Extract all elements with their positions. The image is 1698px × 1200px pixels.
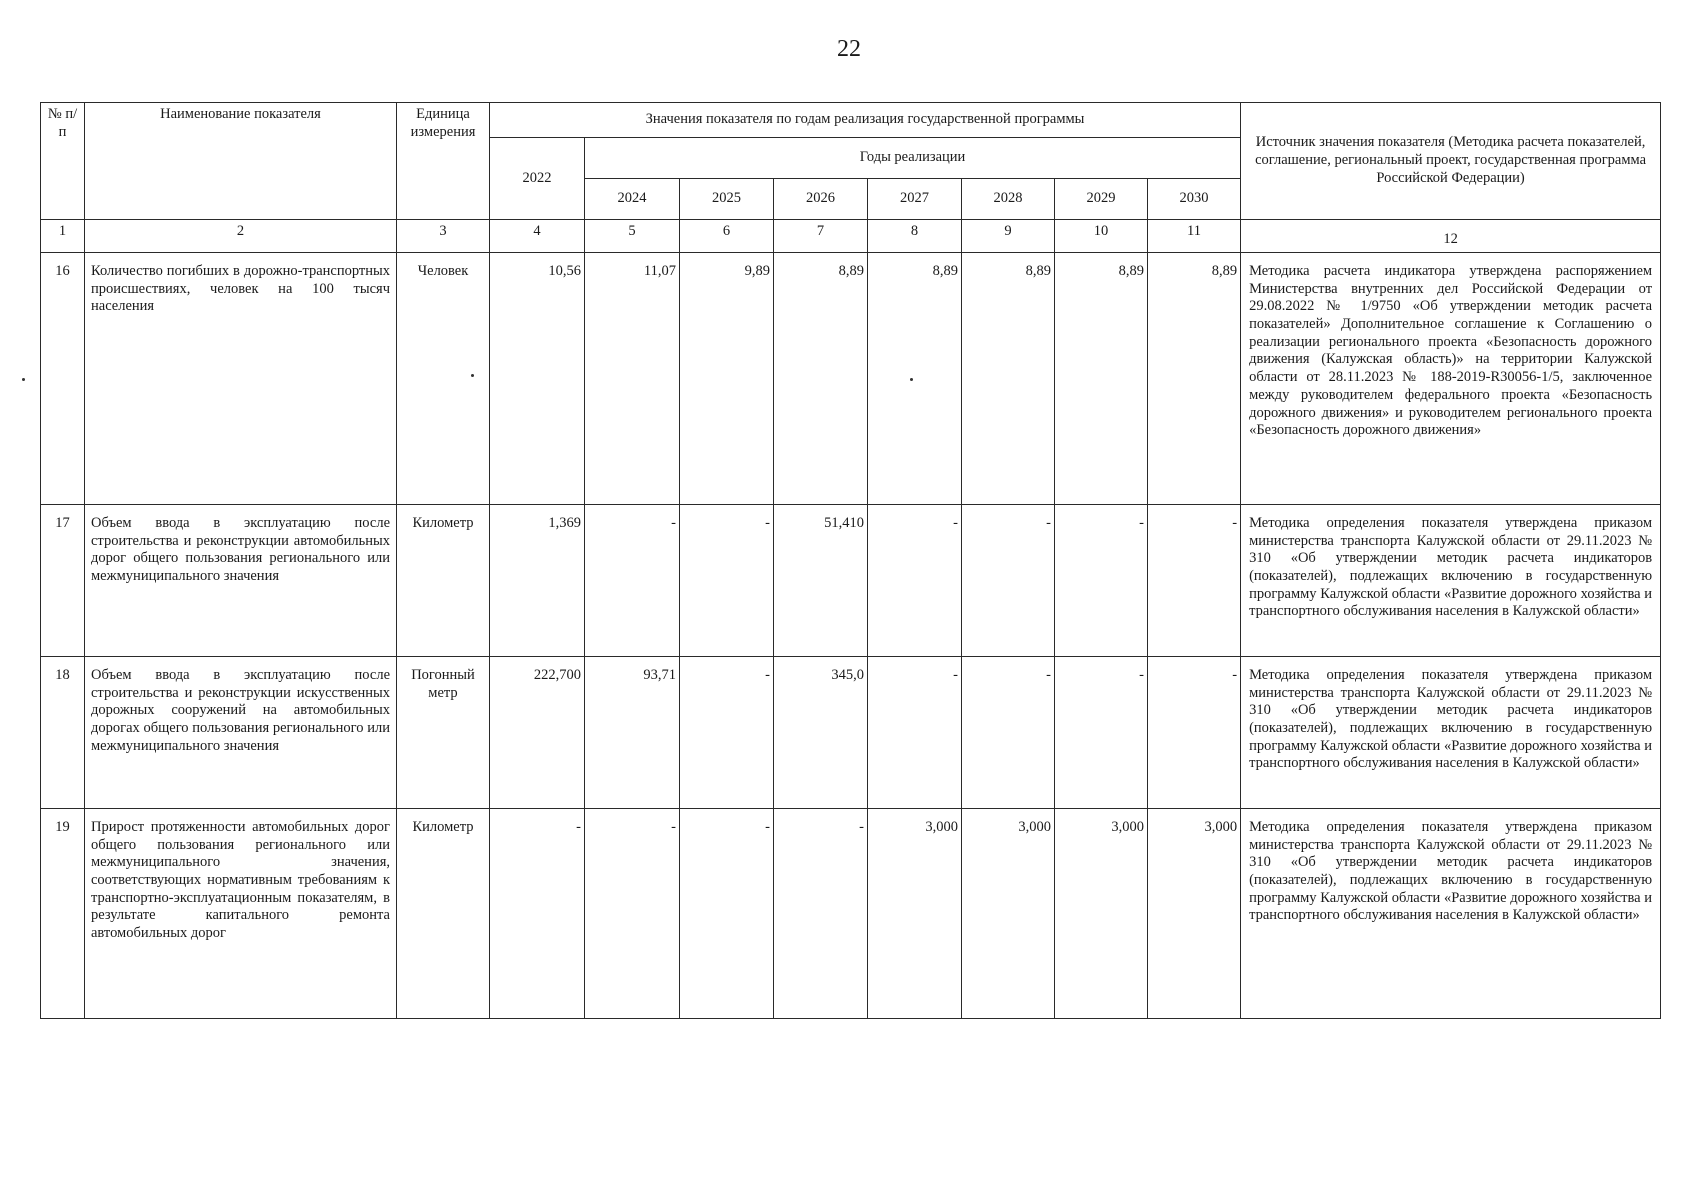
indicator-value: 222,700 [490, 657, 585, 809]
indicator-value: - [680, 505, 774, 657]
indicator-unit: Километр [397, 809, 490, 1019]
indicator-unit: Километр [397, 505, 490, 657]
indicator-value: 8,89 [774, 253, 868, 505]
column-number: 12 [1241, 220, 1661, 253]
indicator-value: - [868, 657, 962, 809]
table-row [41, 505, 1661, 657]
table-row [41, 253, 1661, 505]
indicator-value: - [774, 809, 868, 1019]
indicator-value: - [680, 657, 774, 809]
header-year: 2027 [868, 179, 962, 220]
column-number: 6 [680, 220, 774, 253]
column-number: 3 [397, 220, 490, 253]
indicator-source: Методика определения показателя утверждена приказом министерства транспорта Калужской области от 29.11.2023 № 310 «Об утверждении методик расчета индикаторов (показателей), подлежащих включению в государственную программу Калужской области «Развитие дорожного хозяйства и транспортного обслуживания населения в Калужской области» [1241, 505, 1661, 657]
indicator-value: - [680, 809, 774, 1019]
indicator-unit: Человек [397, 253, 490, 505]
indicator-value: - [962, 505, 1055, 657]
indicator-value: 3,000 [868, 809, 962, 1019]
row-number: 17 [41, 505, 85, 657]
column-number: 7 [774, 220, 868, 253]
indicator-name: Количество погибших в дорожно-транспортных происшествиях, человек на 100 тысяч населения [85, 253, 397, 505]
indicator-source: Методика расчета индикатора утверждена распоряжением Министерства внутренних дел Российской Федерации от 29.08.2022 № 1/9750 «Об утверждении методик расчета показателей» Дополнительное соглашение к Соглашению о реализации регионального проекта «Безопасность дорожного движения (Калужская область)» на территории Калужской области от 28.11.2023 № 188-2019-R30056-1/5, заключенное между руководителем федерального проекта «Безопасность дорожного движения» и руководителем регионального проекта «Безопасность дорожного движения» [1241, 253, 1661, 505]
indicator-unit: Погонный метр [397, 657, 490, 809]
row-number: 18 [41, 657, 85, 809]
indicators-table [40, 102, 1661, 1019]
indicator-value: 11,07 [585, 253, 680, 505]
indicator-value: 345,0 [774, 657, 868, 809]
header-year: 2030 [1148, 179, 1241, 220]
page-number: 22 [837, 36, 861, 62]
indicator-value: 3,000 [962, 809, 1055, 1019]
indicator-value: - [585, 505, 680, 657]
indicator-value: - [1055, 657, 1148, 809]
column-number: 10 [1055, 220, 1148, 253]
header-source: Источник значения показателя (Методика расчета показателей, соглашение, региональный проект, государственная программа Российской Федерации) [1241, 103, 1661, 220]
table-row [41, 809, 1661, 1019]
indicator-value: 8,89 [962, 253, 1055, 505]
indicator-value: - [1148, 505, 1241, 657]
scan-speck [22, 378, 25, 381]
row-number: 16 [41, 253, 85, 505]
indicator-value: 9,89 [680, 253, 774, 505]
indicator-value: 3,000 [1055, 809, 1148, 1019]
indicator-value: 8,89 [1055, 253, 1148, 505]
indicator-value: 93,71 [585, 657, 680, 809]
indicator-name: Объем ввода в эксплуатацию после строительства и реконструкции автомобильных дорог общего пользования регионального или межмуниципального значения [85, 505, 397, 657]
header-year: 2024 [585, 179, 680, 220]
header-year: 2026 [774, 179, 868, 220]
header-values: Значения показателя по годам реализация государственной программы [490, 103, 1241, 138]
indicator-value: 51,410 [774, 505, 868, 657]
column-number: 8 [868, 220, 962, 253]
indicator-source: Методика определения показателя утверждена приказом министерства транспорта Калужской области от 29.11.2023 № 310 «Об утверждении методик расчета индикаторов (показателей), подлежащих включению в государственную программу Калужской области «Развитие дорожного хозяйства и транспортного обслуживания населения в Калужской области» [1241, 657, 1661, 809]
column-number: 2 [85, 220, 397, 253]
header-years-group: Годы реализации [585, 138, 1241, 179]
indicator-value: 8,89 [868, 253, 962, 505]
indicator-value: - [868, 505, 962, 657]
indicator-value: - [585, 809, 680, 1019]
indicator-value: 8,89 [1148, 253, 1241, 505]
header-unit: Единица измерения [397, 103, 490, 220]
column-numbers-row [41, 220, 1661, 253]
table-row [41, 657, 1661, 809]
column-number: 9 [962, 220, 1055, 253]
indicator-value: 3,000 [1148, 809, 1241, 1019]
header-name: Наименование показателя [85, 103, 397, 220]
column-number: 4 [490, 220, 585, 253]
column-number: 5 [585, 220, 680, 253]
indicator-value: - [1055, 505, 1148, 657]
column-number: 11 [1148, 220, 1241, 253]
indicator-value: - [490, 809, 585, 1019]
header-year: 2028 [962, 179, 1055, 220]
indicator-value: - [962, 657, 1055, 809]
indicator-value: 10,56 [490, 253, 585, 505]
indicator-value: - [1148, 657, 1241, 809]
column-number: 1 [41, 220, 85, 253]
header-base-year: 2022 [490, 138, 585, 220]
indicator-value: 1,369 [490, 505, 585, 657]
indicator-source: Методика определения показателя утверждена приказом министерства транспорта Калужской области от 29.11.2023 № 310 «Об утверждении методик расчета индикаторов (показателей), подлежащих включению в государственную программу Калужской области «Развитие дорожного хозяйства и транспортного обслуживания населения в Калужской области» [1241, 809, 1661, 1019]
indicator-name: Объем ввода в эксплуатацию после строительства и реконструкции искусственных дорожных сооружений на автомобильных дорогах общего пользования регионального или межмуниципального значения [85, 657, 397, 809]
row-number: 19 [41, 809, 85, 1019]
header-year: 2025 [680, 179, 774, 220]
header-year: 2029 [1055, 179, 1148, 220]
indicator-name: Прирост протяженности автомобильных дорог общего пользования регионального или межмуниципального значения, соответствующих нормативным требованиям к транспортно-эксплуатационным показателям, в результате капитального ремонта автомобильных дорог [85, 809, 397, 1019]
header-num: № п/п [41, 103, 85, 220]
